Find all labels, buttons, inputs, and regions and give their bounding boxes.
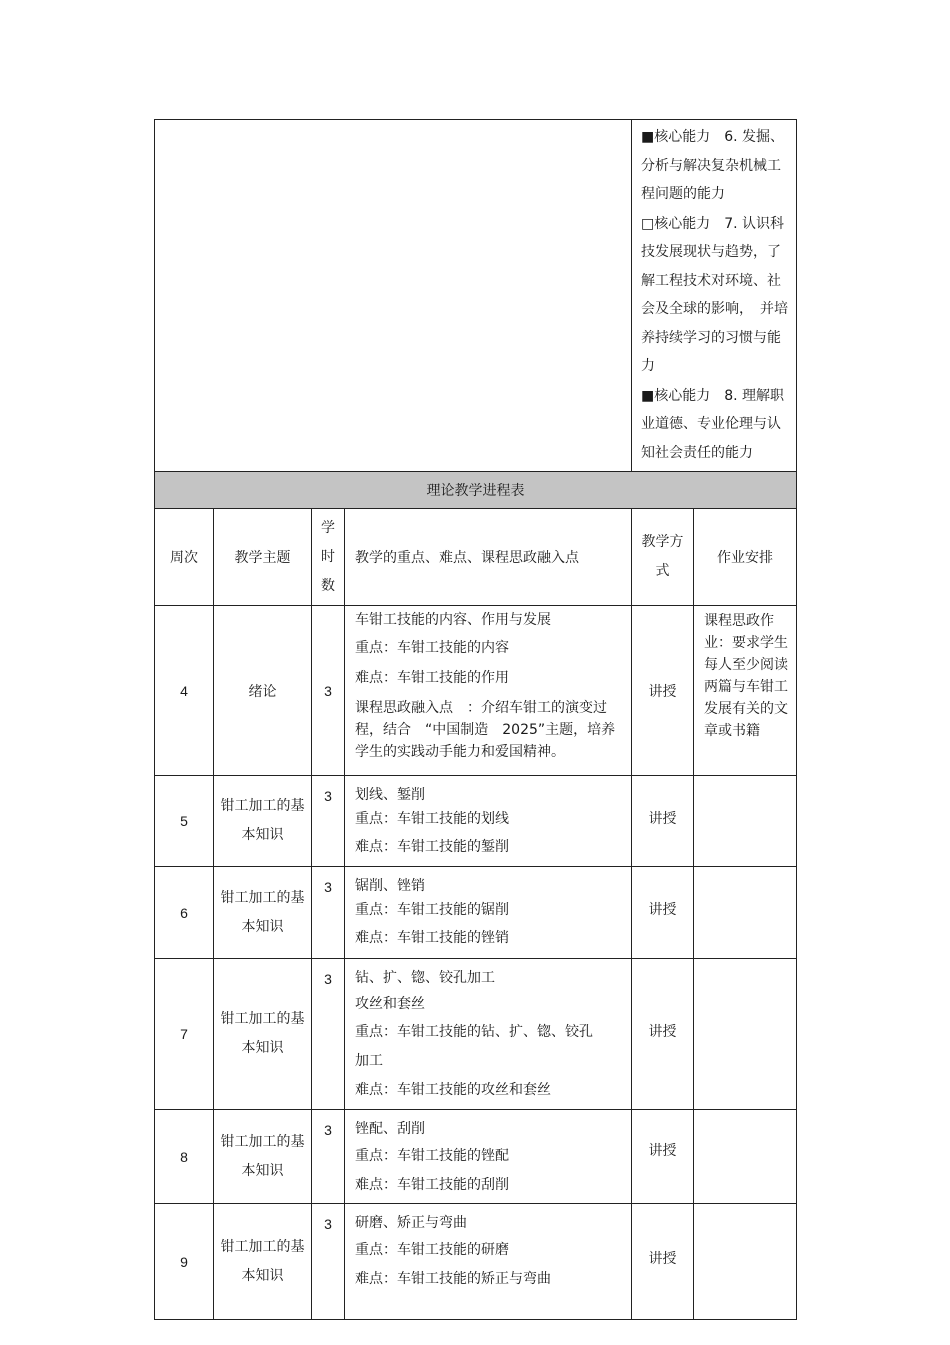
ability-text: 核心能力 6. 发掘、分析与解决复杂机械工程问题的能力 xyxy=(641,129,785,202)
content-line: 难点：车钳工技能的攻丝和套丝 xyxy=(355,1082,551,1098)
week-cell: 6 xyxy=(155,867,214,959)
abilities-cell xyxy=(632,120,797,472)
method-cell: 讲授 xyxy=(632,1204,694,1320)
content-line: 钻、扩、锪、铰孔加工 xyxy=(355,970,495,986)
table-row xyxy=(155,867,797,959)
topic-cell: 钳工加工的基本知识 xyxy=(214,1110,312,1204)
content-cell xyxy=(345,776,632,867)
content-line: 研磨、矫正与弯曲 xyxy=(355,1215,467,1231)
content-line: 划线、錾削 xyxy=(355,787,425,803)
document-page xyxy=(154,119,796,1320)
table-row xyxy=(155,606,797,776)
content-line: 车钳工技能的内容、作用与发展 xyxy=(355,612,551,628)
content-line: 难点：车钳工技能的锉销 xyxy=(355,930,509,946)
table-row xyxy=(155,776,797,867)
method-cell: 讲授 xyxy=(632,776,694,867)
table-row xyxy=(155,1110,797,1204)
content-cell xyxy=(345,606,632,776)
content-line: 重点：车钳工技能的划线 xyxy=(355,811,509,827)
header-week: 周次 xyxy=(155,509,214,606)
schedule-title-row xyxy=(155,472,797,509)
content-line: 难点：车钳工技能的錾削 xyxy=(355,839,509,855)
content-line: 锯削、锉销 xyxy=(355,878,425,894)
method-cell: 讲授 xyxy=(632,867,694,959)
homework-cell xyxy=(694,776,797,867)
content-cell xyxy=(345,867,632,959)
header-hours: 学时数 xyxy=(312,509,345,606)
topic-cell: 绪论 xyxy=(214,606,312,776)
homework-cell: 课程思政作业：要求学生每人至少阅读两篇与车钳工发展有关的文章或书籍 xyxy=(694,606,797,776)
table-row xyxy=(155,1204,797,1320)
hours-cell: 3 xyxy=(312,1204,345,1320)
content-cell xyxy=(345,959,632,1110)
week-cell: 8 xyxy=(155,1110,214,1204)
ability-checkbox: ■ xyxy=(641,129,655,145)
week-cell: 4 xyxy=(155,606,214,776)
content-line: 锉配、刮削 xyxy=(355,1121,425,1137)
hours-cell: 3 xyxy=(312,776,345,867)
topic-cell: 钳工加工的基本知识 xyxy=(214,776,312,867)
topic-cell: 钳工加工的基本知识 xyxy=(214,867,312,959)
ability-checkbox: □ xyxy=(641,215,655,232)
homework-cell xyxy=(694,959,797,1110)
course-table xyxy=(154,119,797,1320)
ability-item xyxy=(641,210,790,381)
week-cell: 5 xyxy=(155,776,214,867)
ability-item xyxy=(641,382,790,468)
table-row xyxy=(155,959,797,1110)
table-header-row xyxy=(155,509,797,606)
content-line: 难点：车钳工技能的刮削 xyxy=(355,1177,509,1193)
content-line: 课程思政融入点 ：介绍车钳工的演变过程，结合 “中国制造 2025”主题，培养学生的实践动手能力和爱国精神。 xyxy=(355,700,616,760)
content-line: 重点：车钳工技能的研磨 xyxy=(355,1242,509,1258)
topic-cell: 钳工加工的基本知识 xyxy=(214,959,312,1110)
hours-cell: 3 xyxy=(312,959,345,1110)
topic-cell: 钳工加工的基本知识 xyxy=(214,1204,312,1320)
header-method: 教学方式 xyxy=(632,509,694,606)
homework-cell xyxy=(694,1204,797,1320)
content-line: 难点：车钳工技能的作用 xyxy=(355,670,509,686)
ability-text: 核心能力 8. 理解职业道德、专业伦理与认知社会责任的能力 xyxy=(641,387,785,461)
method-cell: 讲授 xyxy=(632,606,694,776)
header-homework: 作业安排 xyxy=(694,509,797,606)
abilities-row xyxy=(155,120,797,472)
content-line: 攻丝和套丝 xyxy=(355,996,425,1012)
schedule-title: 理论教学进程表 xyxy=(155,472,797,509)
hours-cell: 3 xyxy=(312,1110,345,1204)
week-cell: 7 xyxy=(155,959,214,1110)
content-line: 重点：车钳工技能的内容 xyxy=(355,640,509,656)
ability-item xyxy=(641,123,790,209)
method-cell: 讲授 xyxy=(632,959,694,1110)
homework-cell xyxy=(694,867,797,959)
hours-cell: 3 xyxy=(312,606,345,776)
header-topic: 教学主题 xyxy=(214,509,312,606)
header-content: 教学的重点、难点、课程思政融入点 xyxy=(345,509,632,606)
content-line: 重点：车钳工技能的锉配 xyxy=(355,1148,509,1164)
content-line: 重点：车钳工技能的锯削 xyxy=(355,902,509,918)
week-cell: 9 xyxy=(155,1204,214,1320)
content-line: 难点：车钳工技能的矫正与弯曲 xyxy=(355,1271,551,1287)
content-cell xyxy=(345,1110,632,1204)
abilities-blank-cell xyxy=(155,120,632,472)
ability-checkbox: ■ xyxy=(641,387,655,404)
ability-text: 核心能力 7. 认识科技发展现状与趋势，了解工程技术对环境、社会及全球的影响， 并培养持续学习的习惯与能力 xyxy=(641,215,788,374)
content-cell xyxy=(345,1204,632,1320)
method-cell: 讲授 xyxy=(632,1110,694,1204)
hours-cell: 3 xyxy=(312,867,345,959)
content-line: 重点：车钳工技能的钻、扩、锪、铰孔加工 xyxy=(355,1024,593,1069)
homework-cell xyxy=(694,1110,797,1204)
